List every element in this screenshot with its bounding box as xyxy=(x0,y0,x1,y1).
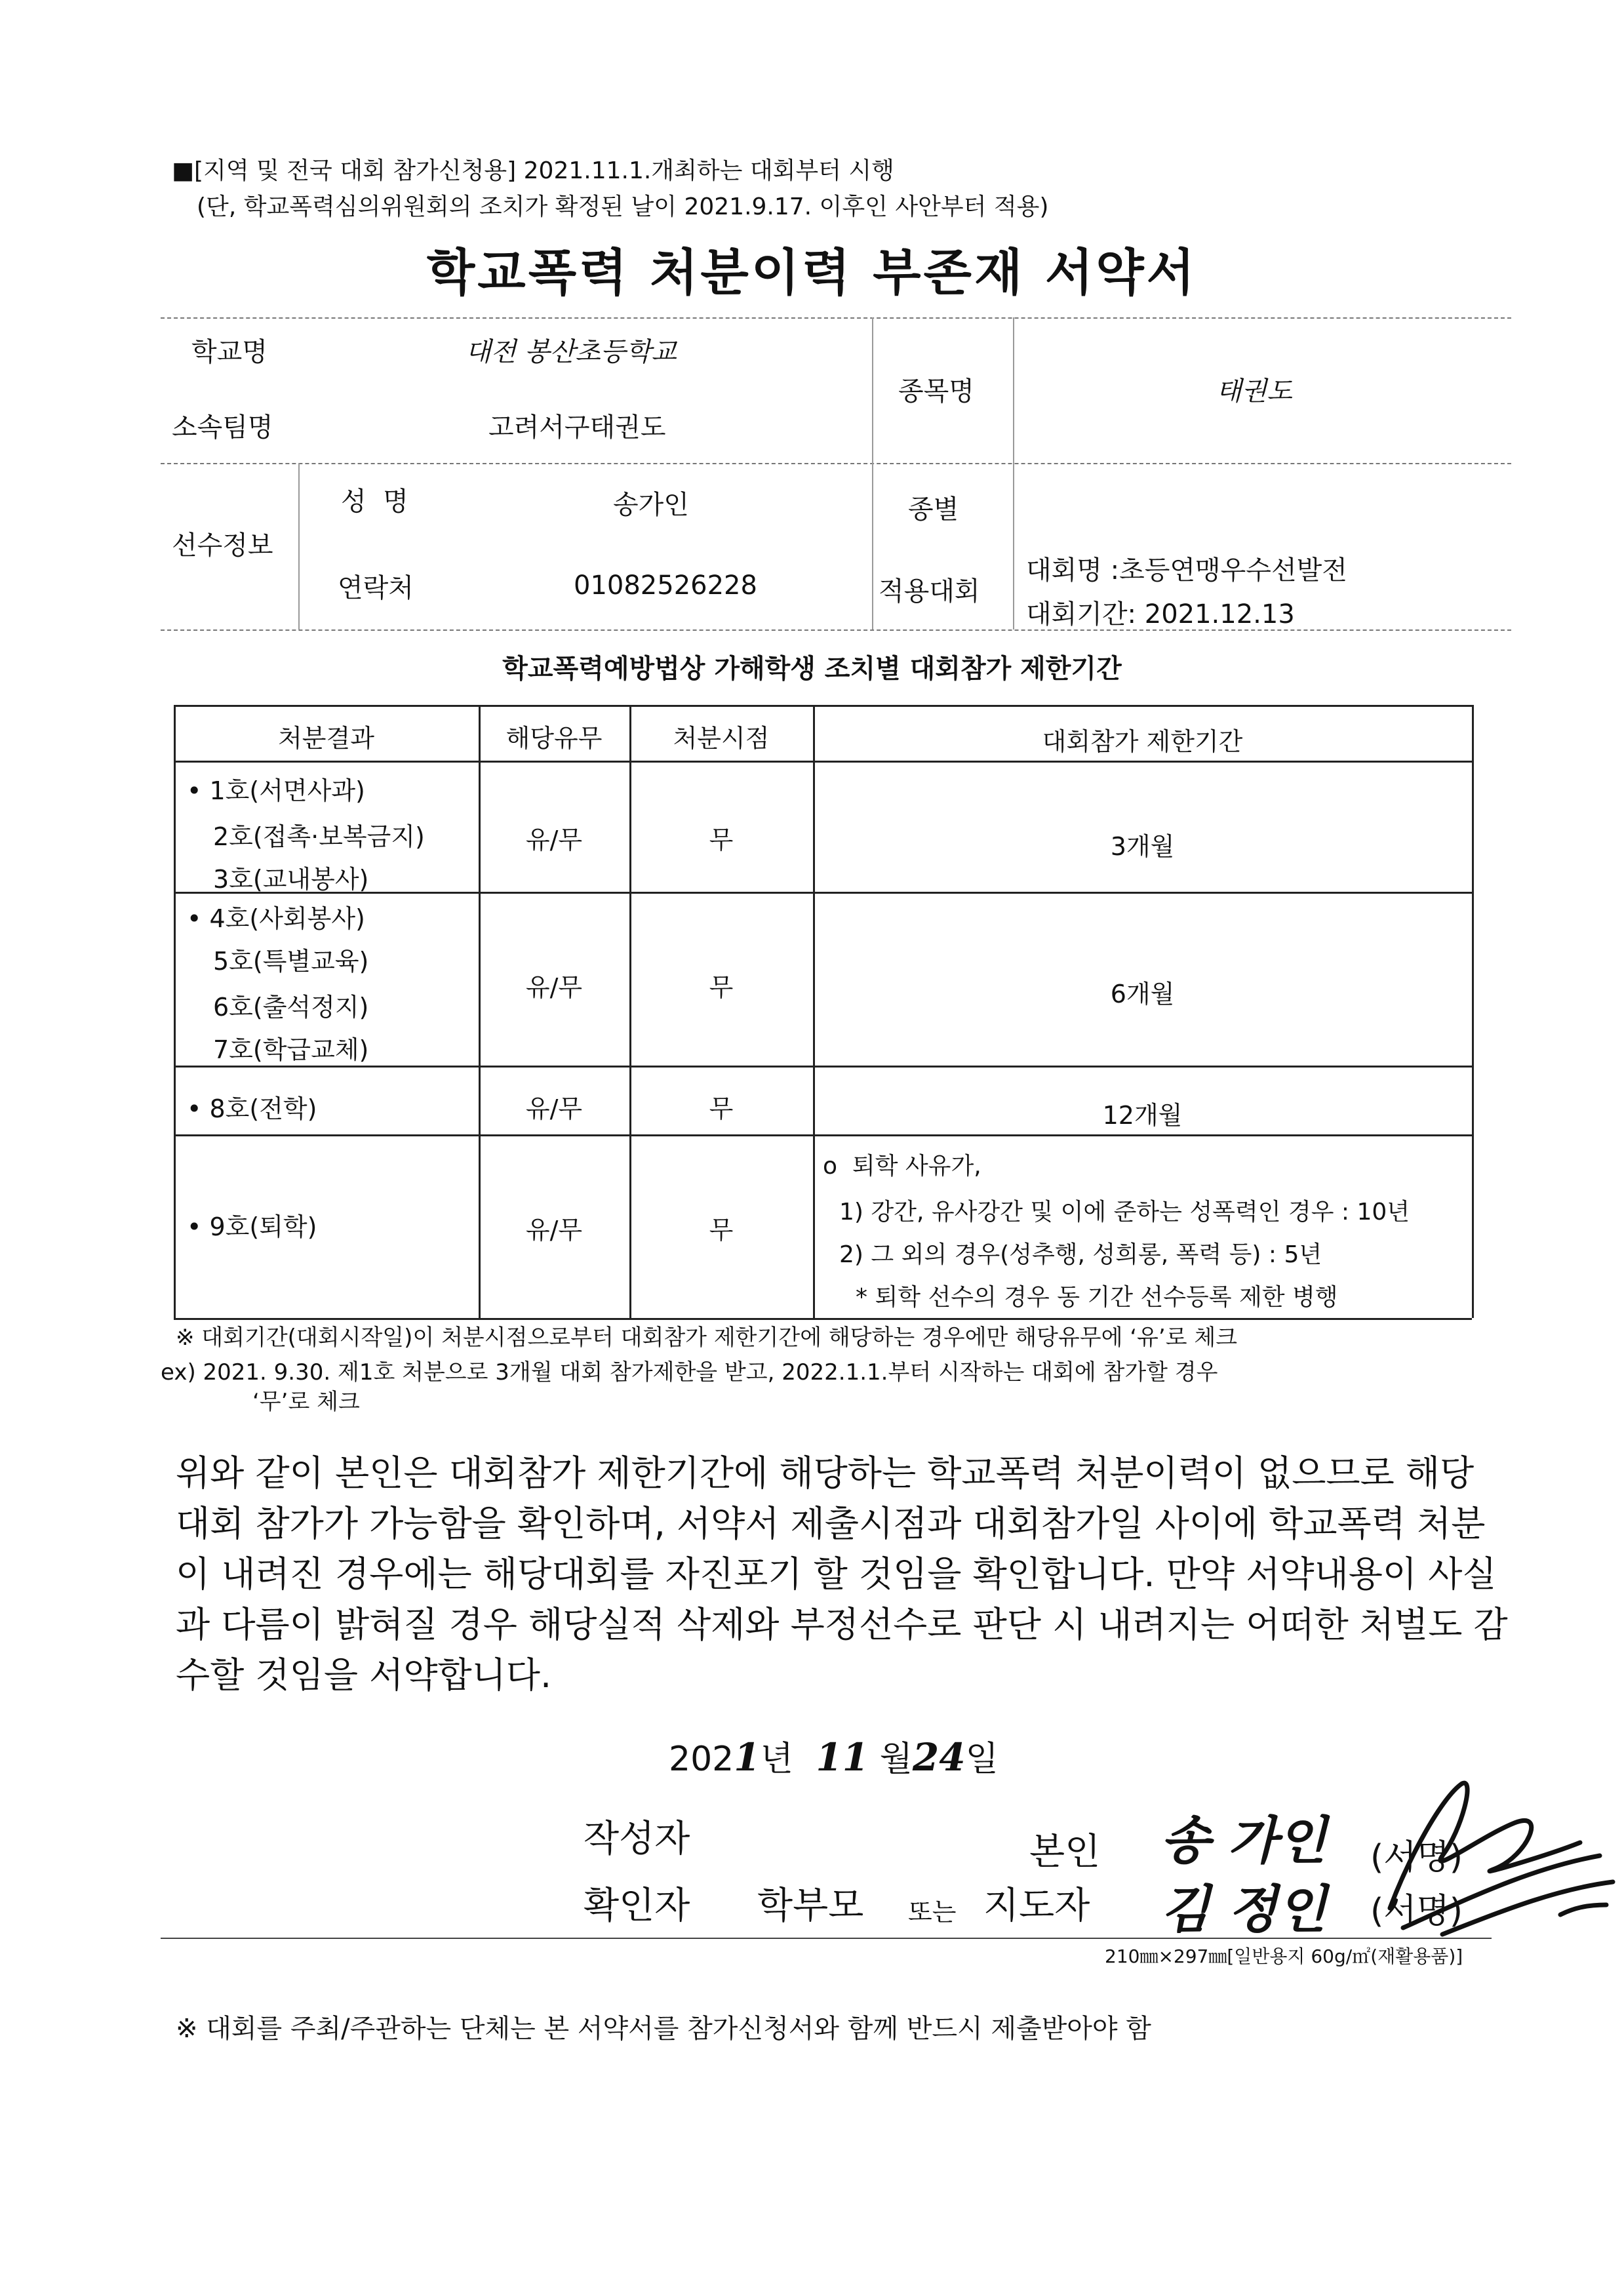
contact-label: 연락처 xyxy=(338,573,414,603)
divider xyxy=(1013,317,1014,629)
table-border xyxy=(174,1066,1472,1068)
table-cell: 6개월 xyxy=(1110,980,1175,1008)
date-day-label: 일 xyxy=(965,1740,999,1779)
table-cell: 1) 강간, 유사강간 및 이에 준하는 성폭력인 경우 : 10년 xyxy=(839,1199,1410,1226)
table-cell: 유/무 xyxy=(525,826,583,854)
table-border xyxy=(174,761,1472,763)
writer-seal-label: (서명) xyxy=(1370,1838,1463,1877)
table-border xyxy=(174,705,176,1318)
header-line-1: ■[지역 및 전국 대회 참가신청용] 2021.11.1.개최하는 대회부터 시행 xyxy=(172,157,894,184)
date-year-label: 년 xyxy=(760,1740,793,1779)
note-2: ex) 2021. 9.30. 제1호 처분으로 3개월 대회 참가제한을 받고, 2022.1.1.부터 시작하는 대회에 참가할 경우 xyxy=(161,1359,1218,1386)
table-cell: 무 xyxy=(709,973,734,1002)
table-cell: 무 xyxy=(709,1094,734,1123)
date-month-label: 월 xyxy=(879,1740,913,1779)
date-line xyxy=(669,1731,999,1780)
table-cell: 12개월 xyxy=(1102,1101,1183,1130)
table-border xyxy=(174,1134,1472,1136)
self-label: 본인 xyxy=(1029,1831,1101,1873)
date-year-prefix: 202 xyxy=(669,1740,734,1779)
event-value: 태권도 xyxy=(1216,376,1292,407)
header-line-2: (단, 학교폭력심의위원회의 조치가 확정된 날이 2021.9.17. 이후인 사안부터 적용) xyxy=(197,193,1049,220)
player-info-label: 선수정보 xyxy=(172,530,273,561)
table-cell: 5호(특별교육) xyxy=(213,947,369,976)
divider xyxy=(298,463,300,629)
name-label: 성 명 xyxy=(341,487,408,517)
table-cell: 2) 그 외의 경우(성추행, 성희롱, 폭력 등) : 5년 xyxy=(839,1241,1322,1268)
confirmer-role-coach: 지도자 xyxy=(983,1885,1090,1927)
table-header: 해당유무 xyxy=(505,724,603,753)
competition-period: 대회기간: 2021.12.13 xyxy=(1026,599,1295,629)
divider xyxy=(161,629,1511,631)
table-cell: 7호(학급교체) xyxy=(213,1035,369,1064)
confirmer-label: 확인자 xyxy=(584,1885,690,1927)
name-value: 송가인 xyxy=(613,490,689,520)
table-border xyxy=(1472,705,1474,1318)
competition-label: 적용대회 xyxy=(879,576,980,607)
table-cell: • 4호(사회봉사) xyxy=(187,904,365,933)
table-cell: o 퇴학 사유가, xyxy=(823,1153,981,1180)
bottom-divider xyxy=(161,1938,1492,1939)
table-cell: 유/무 xyxy=(525,973,583,1002)
table-cell: * 퇴학 선수의 경우 동 기간 선수등록 제한 병행 xyxy=(856,1284,1338,1311)
note-3: ‘무’로 체크 xyxy=(252,1389,360,1415)
document-title: 학교폭력 처분이력 부존재 서약서 xyxy=(426,243,1198,302)
date-day-handwritten: 24 xyxy=(912,1735,966,1780)
table-header: 처분시점 xyxy=(673,724,770,753)
date-month-handwritten: 11 xyxy=(816,1735,869,1780)
table-border xyxy=(813,705,815,1318)
table-header: 처분결과 xyxy=(278,724,374,753)
table-cell: 3호(교내봉사) xyxy=(213,865,369,894)
competition-name: 대회명 :초등연맹우수선발전 xyxy=(1026,555,1347,586)
table-cell: • 1호(서면사과) xyxy=(187,776,365,805)
signature-scribble-icon xyxy=(1364,1757,1619,1954)
table-cell: 무 xyxy=(709,826,734,854)
table-cell: 무 xyxy=(709,1216,734,1245)
table-cell: • 8호(전학) xyxy=(187,1094,317,1123)
table-cell: • 9호(퇴학) xyxy=(187,1212,317,1241)
table-header: 대회참가 제한기간 xyxy=(1042,727,1243,756)
divider xyxy=(161,317,1511,319)
team-value: 고려서구태권도 xyxy=(488,412,666,443)
table-cell: 2호(접촉·보복금지) xyxy=(213,822,425,851)
school-value: 대전 봉산초등학교 xyxy=(465,337,677,367)
footer-note: ※ 대회를 주최/주관하는 단체는 본 서약서를 참가신청서와 함께 반드시 제출받아야 함 xyxy=(176,2014,1151,2044)
confirmer-seal-label: (서명) xyxy=(1370,1892,1463,1931)
date-year-handwritten: 1 xyxy=(734,1735,761,1780)
confirmer-handwritten-name: 김 정인 xyxy=(1160,1880,1327,1940)
event-label: 종목명 xyxy=(898,376,974,407)
table-caption: 학교폭력예방법상 가해학생 조치별 대회참가 제한기간 xyxy=(502,654,1122,684)
table-cell: 유/무 xyxy=(525,1094,583,1123)
team-label: 소속팀명 xyxy=(172,412,273,443)
gender-label: 종별 xyxy=(908,494,959,525)
school-label: 학교명 xyxy=(191,337,267,367)
divider xyxy=(872,317,873,629)
writer-label: 작성자 xyxy=(584,1818,690,1860)
table-cell: 6호(출석정지) xyxy=(213,993,369,1022)
paper-spec: 210㎜×297㎜[일반용지 60g/㎡(재활용품)] xyxy=(1105,1946,1463,1967)
note-1: ※ 대회기간(대회시작일)이 처분시점으로부터 대회참가 제한기간에 해당하는 경우에만 해당유무에 ‘유’로 체크 xyxy=(176,1325,1238,1351)
table-cell: 3개월 xyxy=(1110,832,1175,861)
table-border xyxy=(174,705,1472,707)
contact-value: 01082526228 xyxy=(574,570,757,601)
or-label: 또는 xyxy=(908,1898,957,1926)
writer-handwritten-name: 송 가인 xyxy=(1160,1811,1327,1871)
divider xyxy=(161,463,1511,464)
declaration-text: 위와 같이 본인은 대회참가 제한기간에 해당하는 학교폭력 처분이력이 없으므로 해당 대회 참가가 가능함을 확인하며, 서약서 제출시점과 대회참가일 사이에 학교폭력 처분이 내려진 경우에는 해당대회를 자진포기 할 것임을 확인합니다. 만약 서약내용이 사실과 다름이 밝혀질 경우 해당실적 삭제와 부정선수로 판단 시 내려지는 어떠한 처벌도 감수할 것임을 서약합니다. xyxy=(176,1452,1508,1696)
table-cell: 유/무 xyxy=(525,1216,583,1245)
confirmer-role-parent: 학부모 xyxy=(757,1885,864,1927)
